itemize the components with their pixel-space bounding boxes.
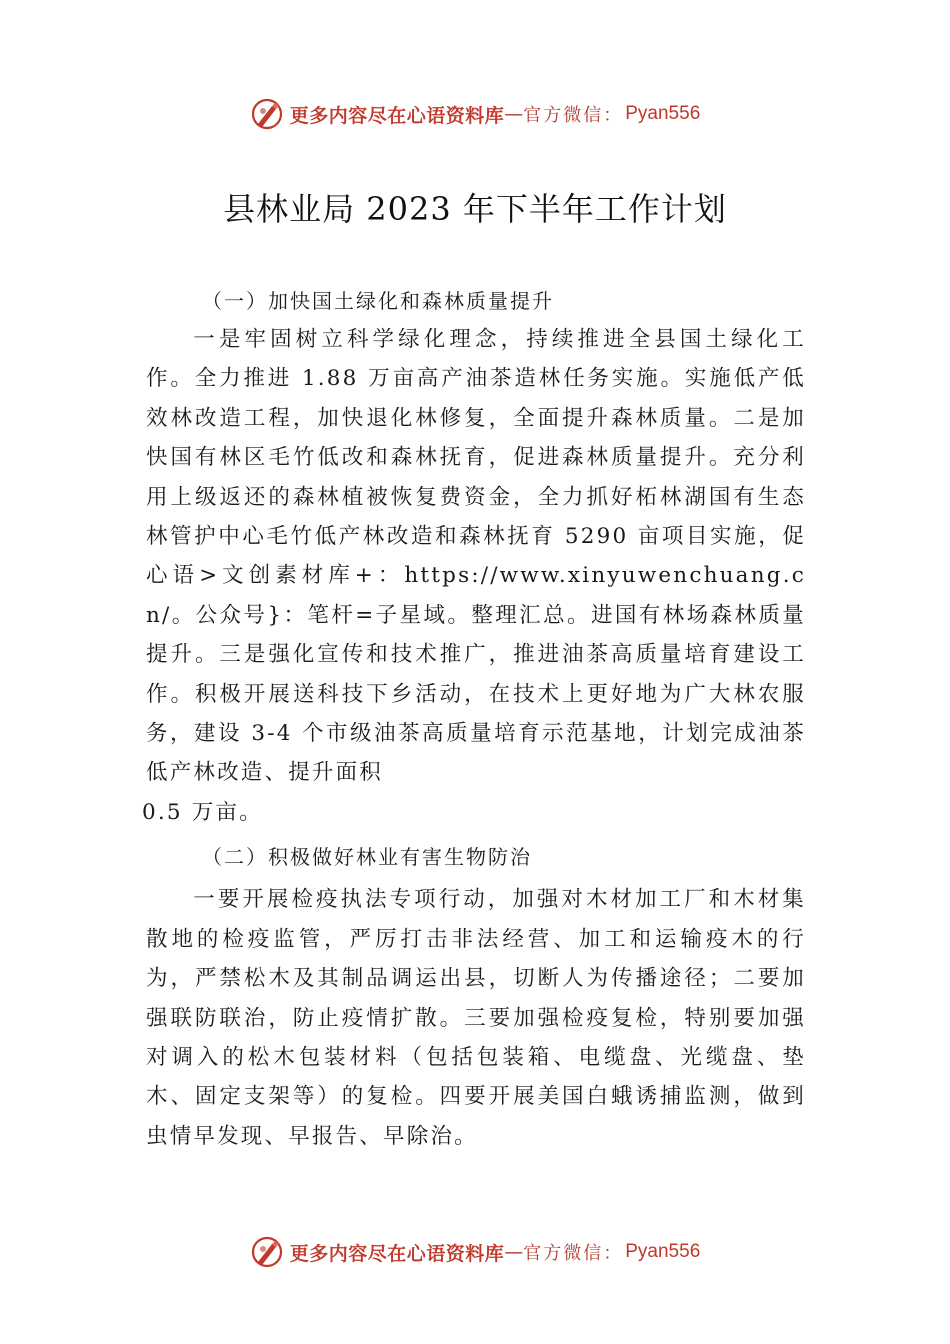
section-paragraph-1-text: 一是牢固树立科学绿化理念，持续推进全县国土绿化工作。全力推进 1.88 万亩高产油茶造林任务实施。实施低产低效林改造工程，加快退化林修复，全面提升森林质量。二是加快国有林区毛竹低改和森林抚育，促进森林质量提升。充分利用上级返还的森林植被恢复费资金，全力抓好柘林湖国有生态林管护中心毛竹低产林改造和森林抚育 5290 亩项目实施，促心语>文创素材库+：https://www.xinyuwenchuang.cn/。公众号}：笔杆=子星域。整理汇总。进国有林场森林质量提升。三是强化宣传和技术推广，推进油茶高质量培育建设工作。积极开展送科技下乡活动，在技术上更好地为广大林农服务，建设 3-4 个市级油茶高质量培育示范基地，计划完成油茶低产林改造、提升面积 (146, 327, 806, 786)
banner-wechat-label: 官方微信： (523, 105, 624, 126)
banner-dash: — (504, 1241, 524, 1263)
document-body (142, 282, 806, 1156)
banner-brand-text: 更多内容尽在心语资料库 (289, 104, 505, 127)
pen-logo-icon (250, 97, 284, 131)
section-paragraph-2: 一要开展检疫执法专项行动，加强对木材加工厂和木材集散地的检疫监管，严厉打击非法经营、加工和运输疫木的行为，严禁松木及其制品调运出县，切断人为传播途径；二要加强联防联治，防止疫情扩散。三要加强检疫复检，特别要加强对调入的松木包装材料（包括包装箱、电缆盘、光缆盘、垫木、固定支架等）的复检。四要开展美国白蛾诱捕监测，做到虫情早发现、早报告、早除治。 (146, 887, 806, 1149)
section-heading-1: （一）加快国土绿化和森林质量提升 (202, 289, 554, 313)
footer-banner (0, 1232, 950, 1272)
document-title: 县林业局 2023 年下半年工作计划 (223, 190, 727, 228)
section-heading-2: （二）积极做好林业有害生物防治 (202, 845, 532, 870)
header-banner (0, 94, 950, 134)
banner-dash: — (504, 103, 524, 125)
section-paragraph-1 (142, 320, 806, 832)
banner-wechat-id: Pyan556 (625, 103, 701, 124)
pen-logo-icon (250, 1235, 284, 1269)
section-paragraph-1-tail: 0.5 万亩。 (142, 799, 263, 825)
banner-wechat-label: 官方微信： (523, 1243, 624, 1264)
banner-wechat-id: Pyan556 (625, 1241, 701, 1262)
banner-brand-text: 更多内容尽在心语资料库 (289, 1242, 505, 1265)
